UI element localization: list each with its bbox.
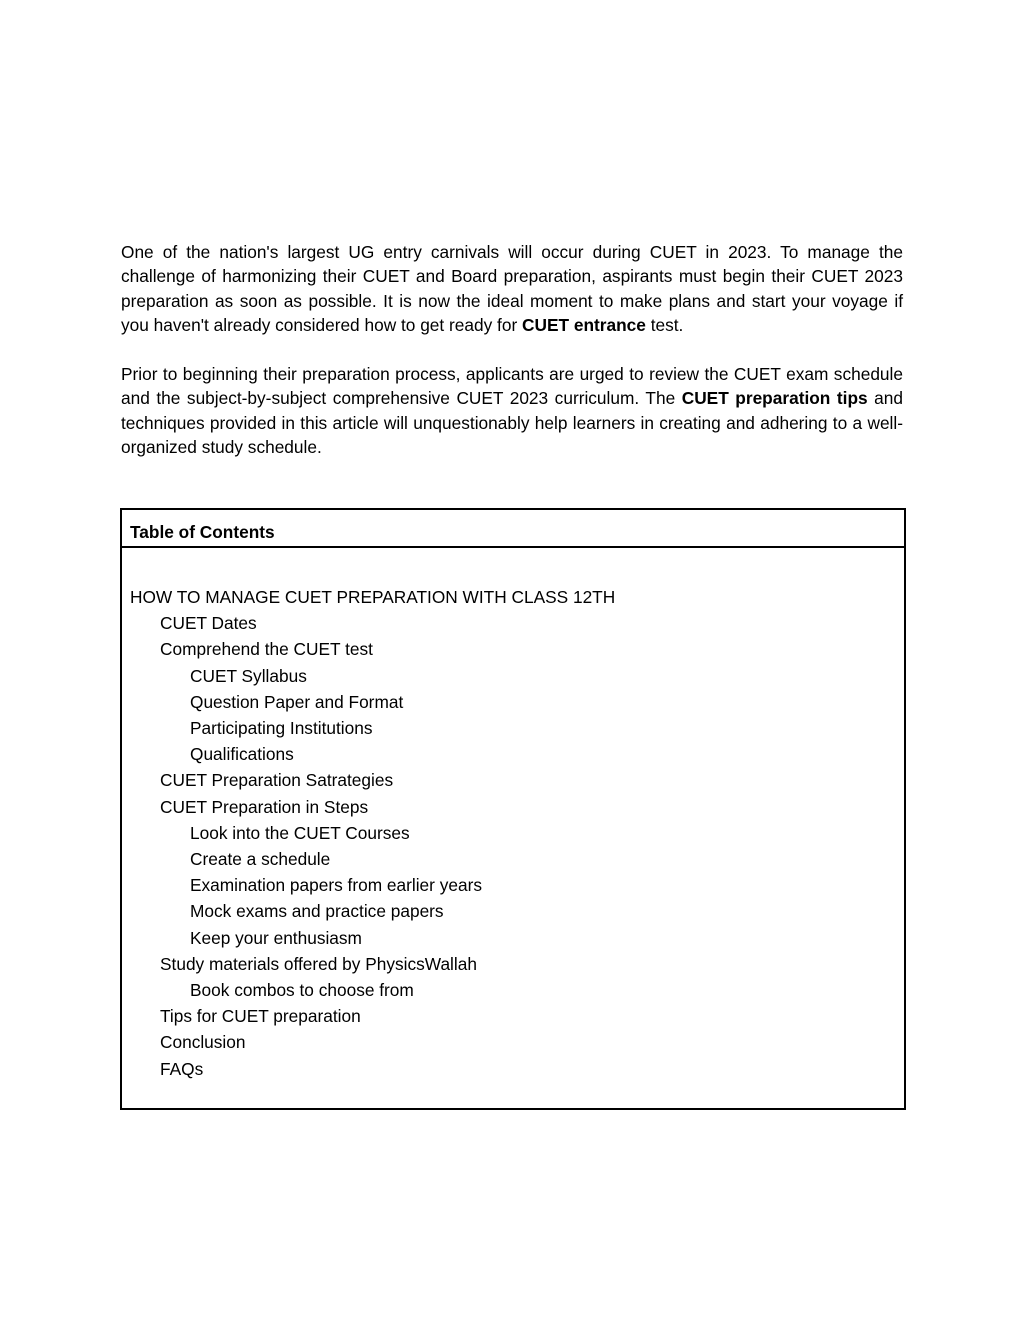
toc-item[interactable]: CUET Syllabus xyxy=(190,665,307,686)
bold-phrase: CUET preparation tips xyxy=(681,388,868,409)
toc-item[interactable]: Qualifications xyxy=(190,744,294,765)
toc-item[interactable]: Create a schedule xyxy=(190,849,331,870)
paragraph-text: One of the nation's largest UG entry carnivals will occur during CUET in 2023. To manage the challenge of harmonizing their CUET and Board preparation, aspirants must begin their CUET 2023 preparation as soon as possible. It is now the ideal moment to make plans and start your voyage if you haven't already considered how to get ready for xyxy=(121,242,903,336)
toc-item[interactable]: Study materials offered by PhysicsWallah xyxy=(160,953,477,974)
paragraph-text: and techniques provided in this article will unquestionably help learners in creating and adhering to a well-organized study schedule. xyxy=(121,388,903,458)
toc-item[interactable]: CUET Dates xyxy=(160,613,257,634)
toc-item[interactable]: Keep your enthusiasm xyxy=(190,927,362,948)
toc-item[interactable]: Look into the CUET Courses xyxy=(190,822,410,843)
toc-item[interactable]: FAQs xyxy=(160,1058,204,1079)
toc-item[interactable]: CUET Preparation in Steps xyxy=(160,796,369,817)
toc-item[interactable]: HOW TO MANAGE CUET PREPARATION WITH CLASS 12TH xyxy=(130,587,616,607)
toc-item[interactable]: Conclusion xyxy=(160,1032,246,1053)
toc-item[interactable]: Tips for CUET preparation xyxy=(160,1006,361,1027)
toc-item[interactable]: CUET Preparation Satrategies xyxy=(160,770,394,791)
toc-item[interactable]: Comprehend the CUET test xyxy=(160,639,373,660)
toc-item[interactable]: Examination papers from earlier years xyxy=(190,875,482,896)
bold-phrase: CUET entrance xyxy=(522,315,646,336)
toc-item[interactable]: Book combos to choose from xyxy=(190,980,414,1001)
table-of-contents xyxy=(120,508,906,1110)
toc-list xyxy=(122,548,904,1082)
paragraph-text: Prior to beginning their preparation process, applicants are urged to review the CUET exam schedule and the subject-by-subject comprehensive CUET 2023 curriculum. The xyxy=(121,364,903,409)
article-intro xyxy=(121,240,903,460)
toc-title: Table of Contents xyxy=(122,510,904,548)
intro-paragraph-2 xyxy=(121,362,903,460)
paragraph-text: test. xyxy=(645,315,684,336)
toc-item[interactable]: Participating Institutions xyxy=(190,718,373,739)
toc-item[interactable]: Mock exams and practice papers xyxy=(190,901,444,922)
intro-paragraph-1 xyxy=(121,240,903,338)
toc-item[interactable]: Question Paper and Format xyxy=(190,691,404,712)
